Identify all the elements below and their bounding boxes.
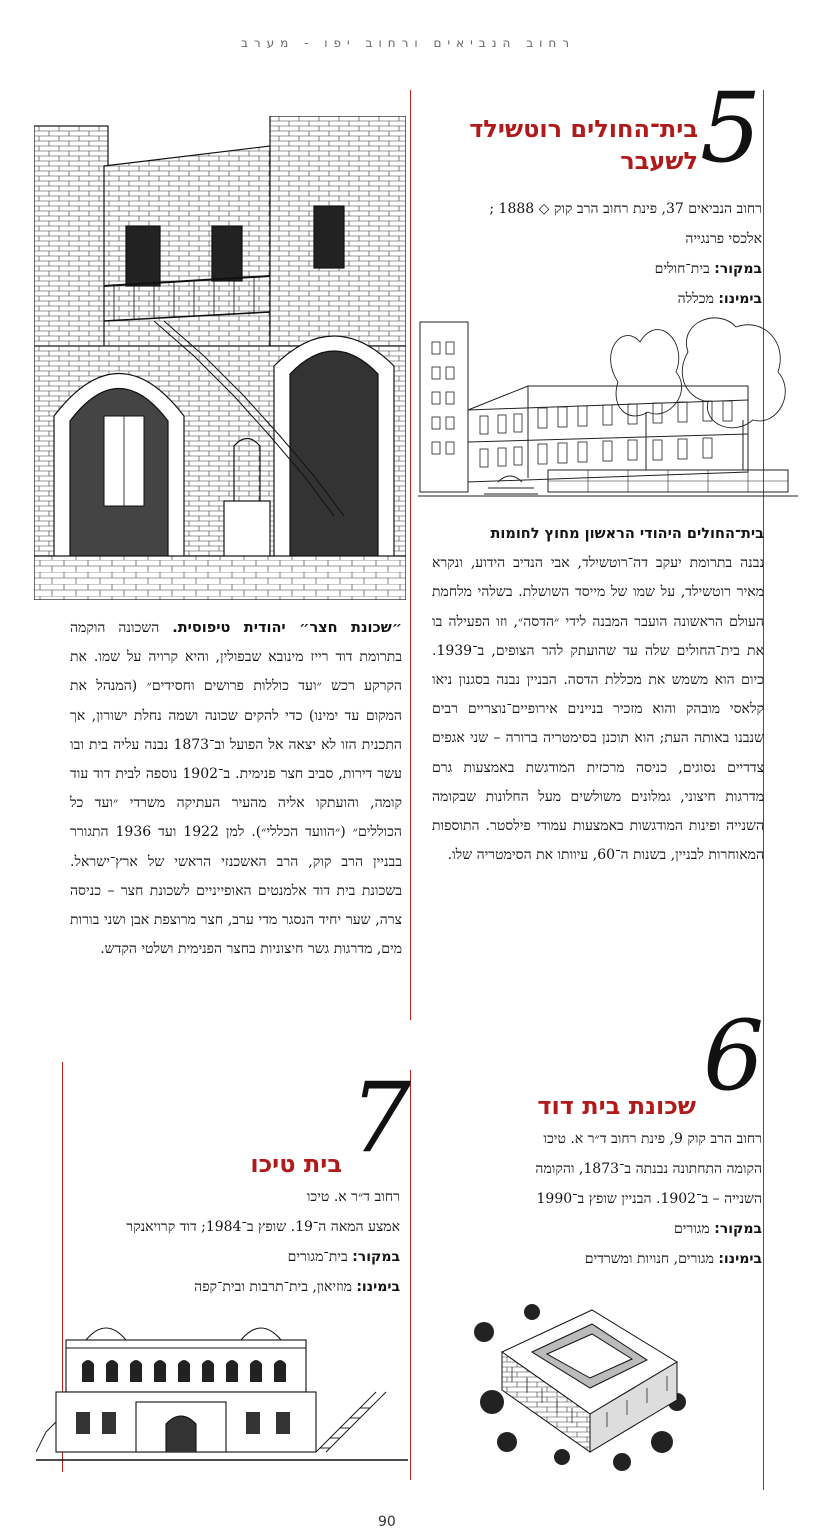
section-6-address-line1: רחוב הרב קוק 9, פינת רחוב ד״ר א. טיכו [543,1131,762,1147]
section-6-meta [402,1124,762,1274]
section-5-today-value: מכללה [677,291,714,307]
section-number-6: 6 [703,1000,765,1112]
section-5-address-line1: רחוב הנביאים 37, פינת רחוב הרב קוק ◇ 1888 ; [489,201,762,217]
section-6-source-value: מגורים [673,1221,710,1237]
section-6-today-label: בימינו: [718,1251,762,1267]
section-5-paragraph: נבנה בתרומת יעקב דה־רוטשילד, אבי הנדיב הידוע, ונקרא מאיר רוטשילד, על שמו של מייסד השושלת. בשלהי מלחמת העולם הראשונה הועבר המבנה לידי ״הדסה״, וזו הפעילה בו את בית־החולים שלה עד שהועתק להר הצופים, ב־1939. כיום הוא משמש את מכללת הדסה. הבניין נבנה בסגנון ניאו קלאסי מובהק והוא מזכיר בניינים אירופיים־נוצריים רבים שנבנו באותה העת; הוא תוכנן בסימטריה ברורה – שני אגפים צדדיים נסוגים, כניסה מרכזית המודגשת באמצעות גרם מדרגות חיצוני, גמלונים משולשים מעל החלונות שבקומה השנייה ופינות המודגשות באמצעות עמודי פילסטר. התוספות המאוחרות לבניין, בשנות ה־60, עיוותו את הסימטריה שלו. [432,555,764,864]
section-5-source-value: בית־חולים [654,261,710,277]
section-7-today-value: מוזיאון, בית־תרבות ובית־קפה [194,1279,352,1295]
section-7-today-label: בימינו: [356,1279,400,1295]
section-7-source [60,1242,400,1272]
section-6-address-line3: השנייה – ב־1902. הבניין שופץ ב־1990 [536,1191,762,1207]
section-7-address-line1: רחוב ד״ר א. טיכו [306,1189,400,1205]
section-6-today [402,1244,762,1274]
section-5-lead: בית־החולים היהודי הראשון מחוץ לחומות [490,526,764,542]
section-6-source [402,1214,762,1244]
section-6-body [70,614,402,964]
section-7-source-value: בית־מגורים [287,1249,348,1265]
section-7-today [60,1272,400,1302]
section-5-source-label: במקור: [714,261,762,277]
section-5-today [402,284,762,314]
section-5-body [432,520,764,870]
section-6-lead: ״שכונת חצר״ יהודית טיפוסית. [172,620,402,636]
hospital-building-illustration [418,312,798,504]
section-7-meta [60,1182,400,1302]
section-5-today-label: בימינו: [718,291,762,307]
beit-ticho-illustration [36,1312,408,1472]
section-7-source-label: במקור: [352,1249,400,1265]
section-5-address-line2: אלכסי פרנגייה [685,231,762,247]
beit-david-aerial-illustration [472,1292,694,1472]
section-6-paragraph: השכונה הוקמה בתרומת דוד רייז מינובא שבפולין, והיא קרויה על שמו. את הקרקע רכש ״ועד כוללות פרושים וחסידים״ (המנהל את המקום עד ימינו) כדי להקים שכונה ושמה נחלת ישורון, אך התכנית הזו לא יצאה אל הפועל וב־1873 נבנה עליה בית ובו עשר דירות, סביב חצר פנימית. ב־1902 נוספה לבית דוד עוד קומה, והועתקו אליה מהעיר העתיקה משרדי ״ועד כל הכוללים״ (״הוועד הכללי״). למן 1922 ועד 1936 התגורר בבניין הרב קוק, הרב האשכנזי הראשי של ארץ־ישראל. בשכונת בית דוד אלמנטים האופייניים לשכונת חצר – כניסה צרה, שער יחיד הנסגר מדי ערב, חצר מרוצפת אבן ושני בורות מים, מדרגות גשר חיצוניות בחצר הפנימית ושלטי הקדש. [70,620,402,958]
section-number-7: 7 [350,1062,412,1174]
section-number-5: 5 [700,72,762,184]
courtyard-illustration [34,116,406,600]
section-7-address-line2: אמצע המאה ה־19. שופץ ב־1984; דוד קרויאנקר [126,1219,400,1235]
section-5-title [408,113,698,177]
section-6-address-line2: הקומה התחתונה נבנתה ב־1873, והקומה [535,1161,762,1177]
section-5-title-line2: לשעבר [620,147,698,175]
section-6-today-value: מגורים, חנויות ומשרדים [584,1251,714,1267]
section-5-meta [402,194,762,314]
section-7-title: בית טיכו [250,1150,342,1178]
section-6-title: שכונת בית דוד [537,1092,696,1120]
section-5-source [402,254,762,284]
page-number: 90 [378,1514,396,1530]
section-6-source-label: במקור: [714,1221,762,1237]
running-header: רחוב הנביאים ורחוב יפו - מערב [240,36,576,50]
section-5-title-line1: בית־החולים רוטשילד [469,115,698,143]
